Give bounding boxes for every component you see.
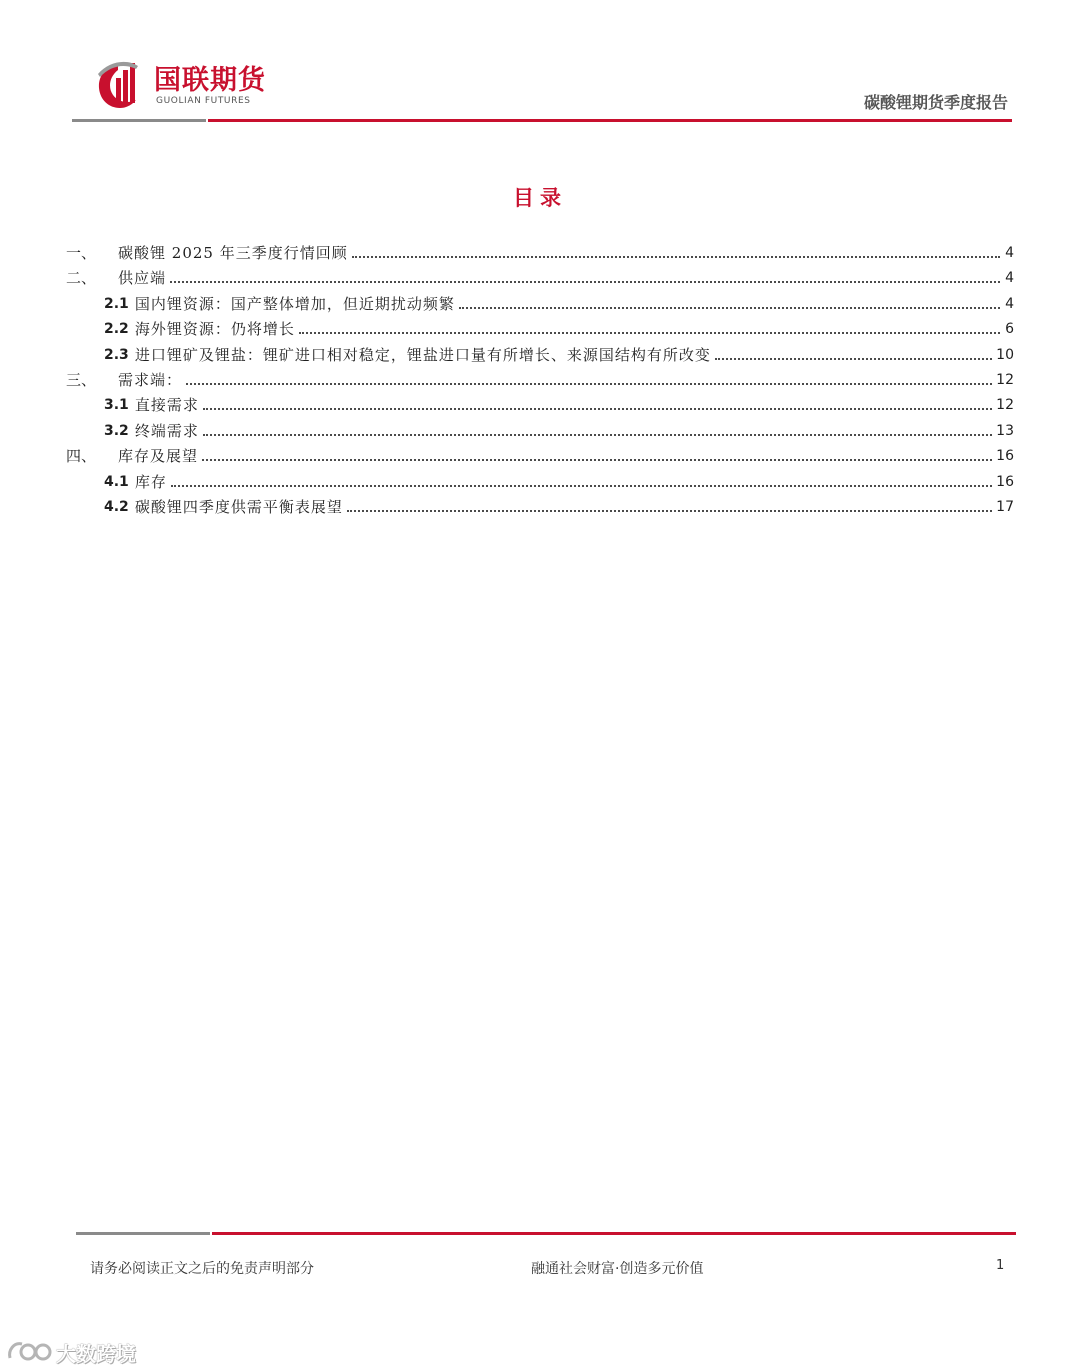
report-title: 碳酸锂期货季度报告 — [863, 93, 1008, 112]
toc-dot-leader — [715, 358, 992, 360]
toc-entry-number: 三、 — [66, 371, 97, 389]
toc-entry[interactable] — [66, 239, 1014, 263]
toc-entry-page: 16 — [996, 448, 1014, 464]
header-divider-red — [208, 119, 1012, 122]
toc-entry-title: 进口锂矿及锂盐：锂矿进口相对稳定，锂盐进口量有所增长、来源国结构有所改变 — [134, 346, 711, 364]
toc-entry-title: 终端需求 — [134, 422, 199, 440]
toc-dot-leader — [171, 485, 992, 487]
toc-entry-title: 需求端： — [118, 371, 183, 389]
header-divider-gray — [72, 119, 206, 122]
toc-entry-title: 国内锂资源：国产整体增加，但近期扰动频繁 — [134, 295, 455, 313]
toc-dot-leader — [299, 332, 1000, 334]
toc-entry-page: 13 — [996, 423, 1014, 439]
toc-entry-title: 供应端 — [118, 269, 167, 287]
watermark-text: 大数跨境 — [56, 1342, 136, 1366]
footer-disclaimer: 请务必阅读正文之后的免责声明部分 — [90, 1261, 314, 1277]
toc-entry-number: 2.2 — [104, 321, 129, 337]
footer-divider-red — [212, 1232, 1016, 1235]
toc-entry-title: 直接需求 — [134, 396, 199, 414]
toc-dot-leader — [202, 459, 992, 461]
toc-heading: 目录 — [513, 186, 567, 210]
toc-entry[interactable] — [104, 468, 1014, 492]
toc-entry-title: 碳酸锂 2025 年三季度行情回顾 — [118, 244, 348, 262]
toc-entry-number: 3.1 — [104, 397, 129, 413]
toc-entry-page: 10 — [996, 347, 1014, 363]
toc-entry-page: 16 — [996, 474, 1014, 490]
toc-entry-number: 4.1 — [104, 474, 129, 490]
toc-entry[interactable] — [104, 315, 1014, 339]
toc-entry-number: 4.2 — [104, 499, 129, 515]
toc-entry-page: 4 — [1005, 245, 1014, 261]
toc-entry-page: 4 — [1005, 296, 1014, 312]
toc-entry-number: 3.2 — [104, 423, 129, 439]
watermark-logo-icon — [6, 1338, 54, 1364]
toc-entry[interactable] — [104, 341, 1014, 365]
toc-entry-number: 四、 — [66, 447, 97, 465]
toc-entry-number: 二、 — [66, 269, 97, 287]
toc-entry-page: 4 — [1005, 270, 1014, 286]
page-number: 1 — [996, 1258, 1005, 1273]
toc-entry[interactable] — [104, 391, 1014, 415]
toc-entry-title: 库存 — [134, 473, 167, 491]
toc-dot-leader — [352, 256, 1000, 258]
toc-entry-page: 12 — [996, 397, 1014, 413]
toc-entry-page: 17 — [996, 499, 1014, 515]
toc-entry-title: 海外锂资源：仍将增长 — [134, 320, 295, 338]
toc-entry[interactable] — [66, 366, 1014, 390]
logo-emblem-icon — [96, 60, 140, 110]
watermark — [6, 1336, 166, 1366]
footer-slogan: 融通社会财富·创造多元价值 — [531, 1261, 704, 1277]
toc-dot-leader — [203, 408, 992, 410]
toc-entry-page: 12 — [996, 372, 1014, 388]
logo-chinese-name: 国联期货 — [154, 65, 266, 96]
toc-entry-number: 2.3 — [104, 347, 129, 363]
toc-entry-title: 碳酸锂四季度供需平衡表展望 — [134, 498, 343, 516]
toc-entry[interactable] — [104, 493, 1014, 517]
toc-entry-title: 库存及展望 — [118, 447, 199, 465]
toc-dot-leader — [347, 510, 992, 512]
toc-dot-leader — [459, 307, 1000, 309]
footer-divider-gray — [76, 1232, 210, 1235]
toc-entry-page: 6 — [1005, 321, 1014, 337]
toc-entry[interactable] — [104, 417, 1014, 441]
toc-dot-leader — [186, 383, 992, 385]
toc-entry-number: 2.1 — [104, 296, 129, 312]
toc-dot-leader — [170, 281, 1000, 283]
toc-entry-number: 一、 — [66, 244, 97, 262]
toc-dot-leader — [203, 434, 992, 436]
toc-entry[interactable] — [66, 442, 1014, 466]
company-logo — [96, 60, 336, 112]
toc-entry[interactable] — [104, 290, 1014, 314]
logo-english-name: GUOLIAN FUTURES — [156, 96, 251, 106]
toc-entry[interactable] — [66, 264, 1014, 288]
